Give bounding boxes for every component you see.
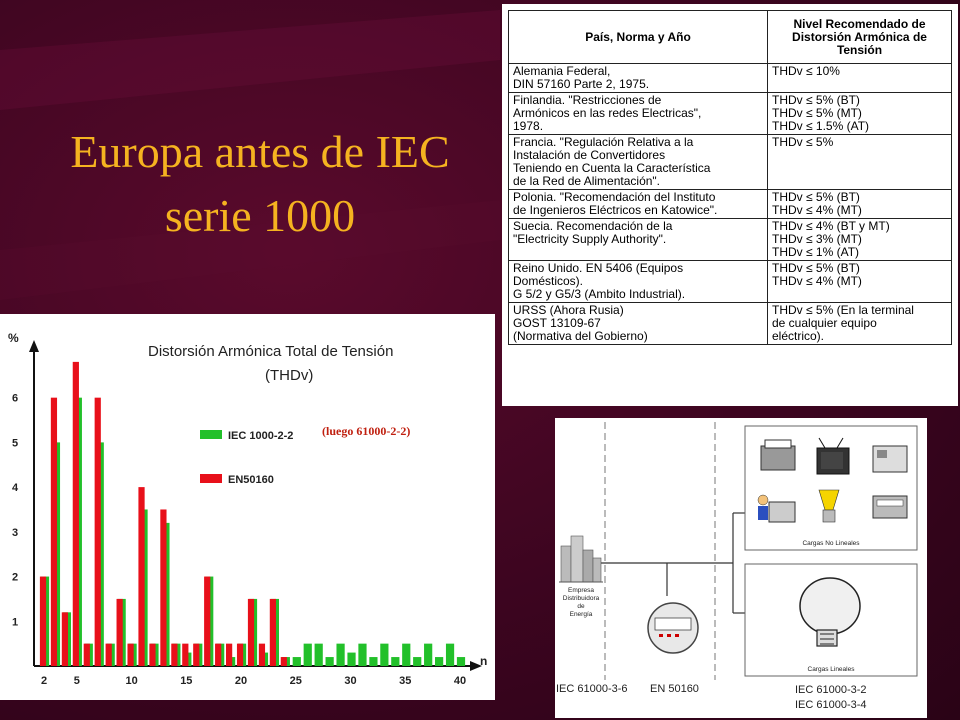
level-line: THDv ≤ 4% (BT y MT) (772, 219, 890, 233)
bar-iec-h40 (457, 657, 465, 666)
country-line: Alemania Federal, (513, 64, 611, 78)
country-line: GOST 13109-67 (513, 316, 601, 330)
country-line: URSS (Ahora Rusia) (513, 303, 624, 317)
x-axis-label: n (480, 654, 488, 668)
slide-title-line-2: serie 1000 (164, 190, 356, 241)
country-line: 1978. (513, 119, 544, 133)
x-tick-label: 40 (453, 675, 467, 687)
standard-label-left: IEC 61000-3-6 (556, 683, 628, 695)
country-line: Armónicos en las redes Electricas", (513, 106, 702, 120)
bar-en50160-h7 (95, 398, 101, 666)
x-tick-label: 30 (344, 675, 357, 687)
chart-subtitle: (THDv) (265, 367, 314, 384)
utility-label-line-1: Empresa (567, 587, 595, 594)
bar-iec-h29 (336, 644, 344, 666)
bar-iec-h36 (413, 657, 421, 666)
bar-iec-h33 (380, 644, 388, 666)
bar-iec-h32 (369, 657, 377, 666)
utility-label-line-2: Distribuidora (562, 595, 600, 602)
slide-title (20, 120, 500, 248)
bar-en50160-h3 (51, 398, 57, 666)
bar-en50160-h2 (40, 577, 46, 666)
legend-label-iec: IEC 1000-2-2 (228, 430, 294, 442)
header-level: Nivel Recomendado de Distorsión Armónica de Tensión (768, 11, 952, 64)
level-line: THDv ≤ 5% (772, 135, 834, 149)
country-line: Suecia. Recomendación de la (513, 219, 673, 233)
office-equipment-icon (873, 446, 907, 472)
country-line: (Normativa del Gobierno) (513, 329, 648, 343)
y-tick-label: 5 (12, 437, 19, 450)
bar-iec-h27 (315, 644, 323, 666)
x-tick-label: 35 (399, 675, 412, 687)
bar-en50160-h6 (84, 644, 90, 666)
y-tick-label: 1 (12, 616, 19, 629)
printer-icon (761, 440, 795, 470)
table-row (509, 64, 952, 93)
x-tick-label: 5 (73, 675, 80, 687)
table-cell-level (768, 93, 952, 135)
country-line: Domésticos). (513, 274, 584, 288)
x-tick-label: 20 (234, 675, 248, 687)
table-cell-country (509, 135, 768, 190)
level-line: THDv ≤ 5% (MT) (772, 106, 862, 120)
bar-iec-h39 (446, 644, 454, 666)
y-axis-arrow (29, 340, 39, 352)
standards-table (508, 10, 952, 345)
bar-iec-h31 (358, 644, 366, 666)
table-row (509, 93, 952, 135)
country-line: DIN 57160 Parte 2, 1975. (513, 77, 650, 91)
bar-iec-h37 (424, 644, 432, 666)
bar-en50160-h21 (248, 599, 254, 666)
level-line: THDv ≤ 1.5% (AT) (772, 119, 870, 133)
country-line: de la Red de Alimentación". (513, 174, 661, 188)
level-line: THDv ≤ 1% (AT) (772, 245, 860, 259)
country-line: "Electricity Supply Authority". (513, 232, 667, 246)
standard-label-mid: EN 50160 (650, 683, 699, 695)
bar-en50160-h10 (127, 644, 133, 666)
bar-en50160-h9 (117, 599, 123, 666)
bar-en50160-h11 (138, 487, 144, 666)
network-diagram-panel (555, 418, 927, 718)
standards-table-panel (502, 4, 958, 406)
table-row (509, 261, 952, 303)
table-cell-level (768, 190, 952, 219)
country-line: Polonia. "Recomendación del Instituto (513, 190, 716, 204)
country-line: Francia. "Regulación Relativa a la (513, 135, 694, 149)
y-tick-label: 3 (12, 526, 19, 539)
x-tick-label: 25 (289, 675, 302, 687)
bar-iec-h38 (435, 657, 443, 666)
bar-en50160-h19 (226, 644, 232, 666)
table-row (509, 135, 952, 190)
table-body (509, 64, 952, 345)
table-row (509, 190, 952, 219)
level-line: THDv ≤ 5% (BT) (772, 261, 860, 275)
header-country: País, Norma y Año (509, 11, 768, 64)
bar-en50160-h23 (270, 599, 276, 666)
table-cell-level (768, 261, 952, 303)
bar-en50160-h20 (237, 644, 243, 666)
bar-en50160-h22 (259, 644, 265, 666)
nonlinear-loads-caption: Cargas No Lineales (802, 540, 860, 547)
level-line: THDv ≤ 5% (BT) (772, 190, 860, 204)
chart-annotation: (luego 61000-2-2) (322, 424, 411, 438)
bar-iec-h35 (402, 644, 410, 666)
bar-en50160-h16 (193, 644, 199, 666)
x-tick-label: 15 (180, 675, 193, 687)
bar-iec-h26 (304, 644, 312, 666)
country-line: G 5/2 y G5/3 (Ambito Industrial). (513, 287, 686, 301)
country-line: Reino Unido. EN 5406 (Equipos (513, 261, 684, 275)
table-cell-level (768, 135, 952, 190)
utility-label-line-3: de (577, 603, 585, 610)
fax-machine-icon (873, 496, 907, 518)
table-cell-country (509, 190, 768, 219)
network-diagram (555, 418, 927, 718)
table-cell-level (768, 64, 952, 93)
level-line: THDv ≤ 4% (MT) (772, 203, 862, 217)
table-header-row (509, 11, 952, 64)
x-tick-label: 2 (40, 675, 48, 687)
bar-iec-h34 (391, 657, 399, 666)
table-cell-level (768, 303, 952, 345)
bar-en50160-h5 (73, 362, 79, 666)
legend-label-en: EN50160 (228, 474, 274, 486)
bar-en50160-h15 (182, 644, 188, 666)
utility-label-line-4: Energía (569, 611, 593, 618)
table-row (509, 219, 952, 261)
bar-en50160-h24 (281, 657, 287, 666)
table-row (509, 303, 952, 345)
country-line: Instalación de Convertidores (513, 148, 666, 162)
country-line: Finlandia. "Restricciones de (513, 93, 662, 107)
bar-en50160-h18 (215, 644, 221, 666)
linear-loads-caption: Cargas Lineales (807, 666, 855, 673)
y-tick-label: 6 (12, 392, 19, 405)
chart-marks (12, 340, 482, 687)
level-line: THDv ≤ 3% (MT) (772, 232, 862, 246)
y-tick-label: 2 (12, 571, 19, 584)
bar-en50160-h13 (160, 509, 166, 666)
bar-en50160-h12 (149, 644, 155, 666)
table-cell-country (509, 303, 768, 345)
bar-iec-h28 (326, 657, 334, 666)
table-cell-country (509, 219, 768, 261)
table-cell-country (509, 261, 768, 303)
table-cell-country (509, 93, 768, 135)
thd-chart-panel (0, 314, 495, 700)
standard-label-right-2: IEC 61000-3-4 (795, 699, 867, 711)
slide-title-line-1: Europa antes de IEC (70, 126, 450, 177)
utility-building-icon (559, 536, 603, 582)
y-tick-label: 4 (12, 482, 19, 495)
level-line: eléctrico). (772, 329, 825, 343)
bar-en50160-h4 (62, 612, 68, 666)
country-line: de Ingenieros Eléctricos en Katowice". (513, 203, 718, 217)
table-cell-level (768, 219, 952, 261)
x-tick-label: 10 (125, 675, 138, 687)
thd-chart (0, 314, 495, 700)
legend-swatch-en (200, 474, 222, 483)
energy-meter-icon (648, 603, 698, 653)
bar-en50160-h14 (171, 644, 177, 666)
level-line: THDv ≤ 5% (BT) (772, 93, 860, 107)
bar-iec-h25 (293, 657, 301, 666)
table-cell-country (509, 64, 768, 93)
chart-title: Distorsión Armónica Total de Tensión (148, 343, 394, 360)
level-line: THDv ≤ 5% (En la terminal (772, 303, 914, 317)
level-line: THDv ≤ 10% (772, 64, 840, 78)
country-line: Teniendo en Cuenta la Característica (513, 161, 711, 175)
y-axis-label: % (8, 331, 19, 345)
legend-swatch-iec (200, 430, 222, 439)
level-line: de cualquier equipo (772, 316, 877, 330)
level-line: THDv ≤ 4% (MT) (772, 274, 862, 288)
bar-iec-h30 (347, 653, 355, 666)
standard-label-right-1: IEC 61000-3-2 (795, 684, 867, 696)
bar-en50160-h17 (204, 577, 210, 666)
bar-en50160-h8 (106, 644, 112, 666)
